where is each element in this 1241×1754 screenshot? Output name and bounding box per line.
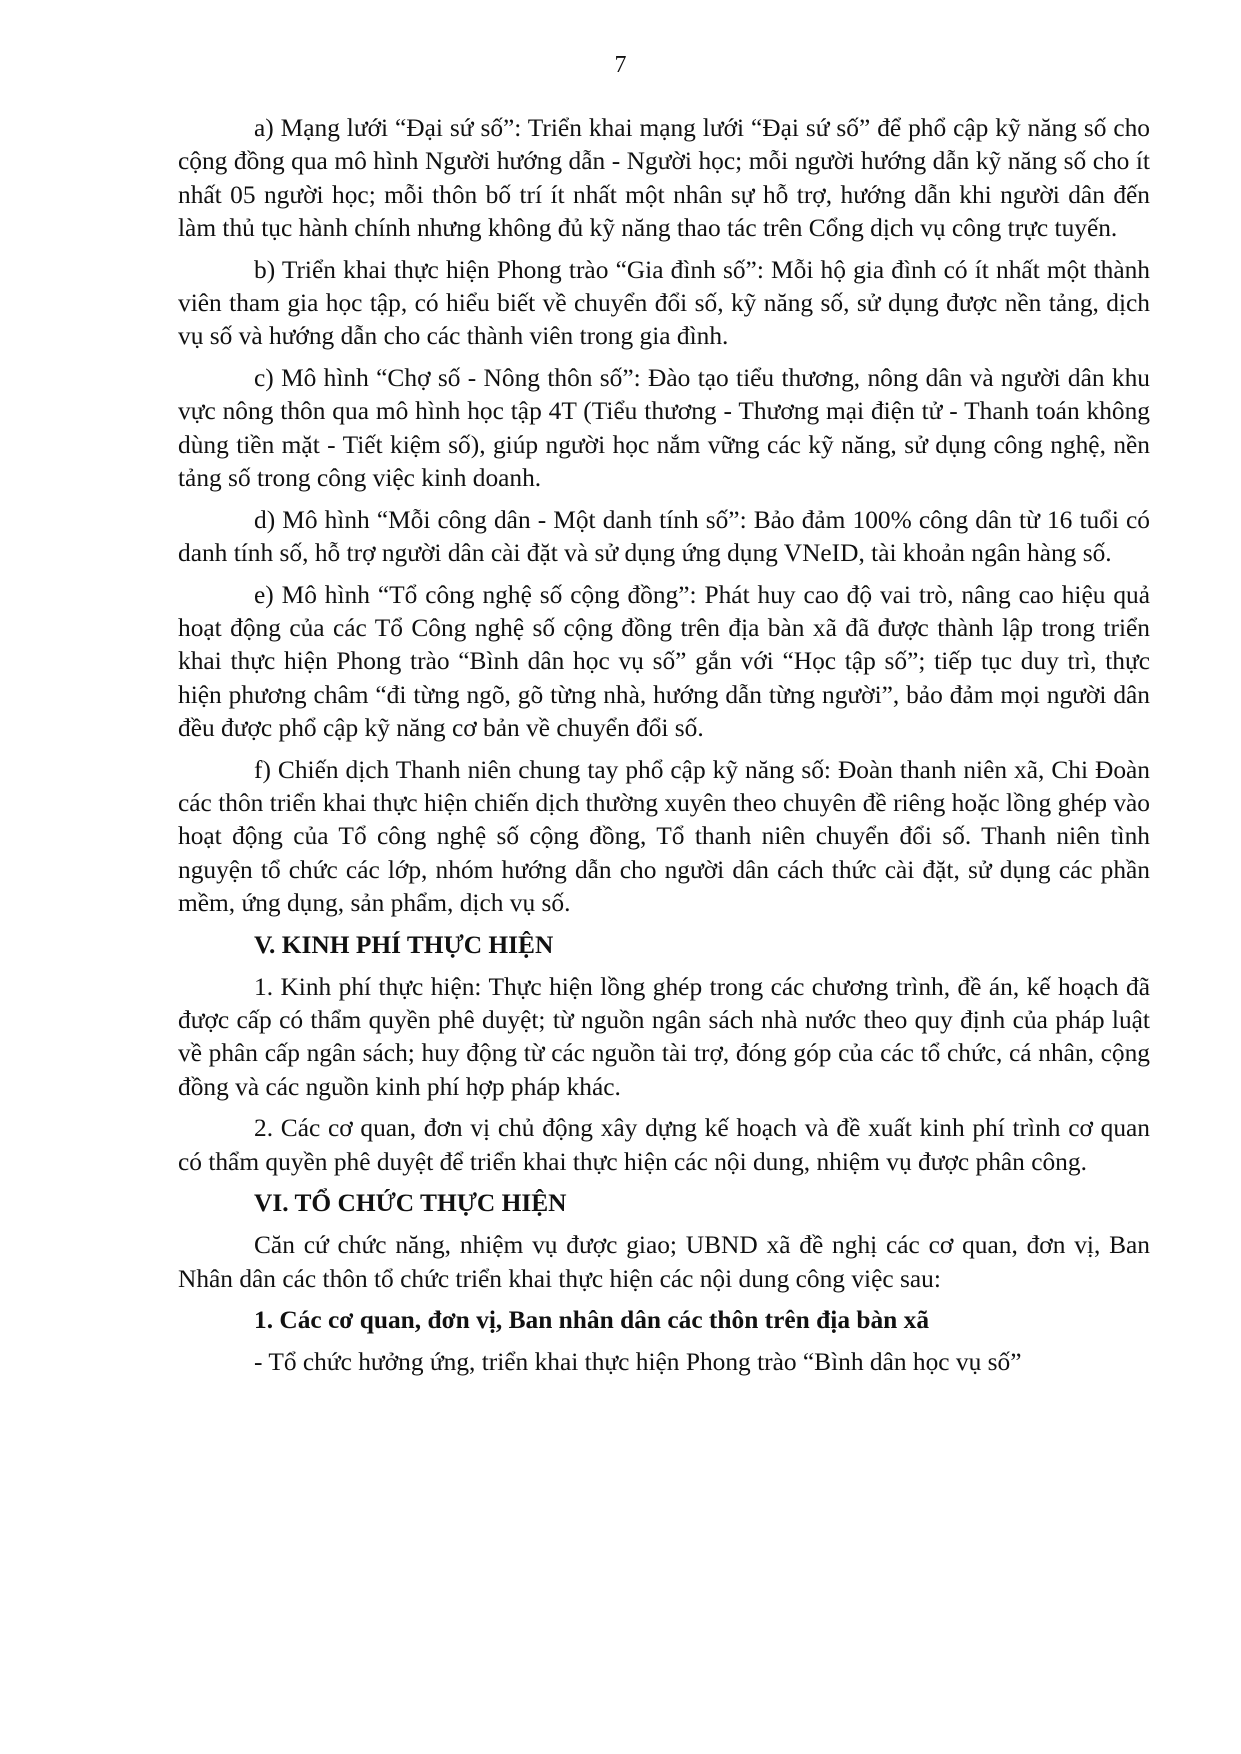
paragraph-funding-proposal: 2. Các cơ quan, đơn vị chủ động xây dựng kế hoạch và đề xuất kinh phí trình cơ quan có thẩm quyền phê duyệt để triển khai thực hiện các nội dung, nhiệm vụ được phân công. — [178, 1114, 1150, 1176]
document-body — [178, 112, 1150, 1388]
list-item-task: - Tổ chức hưởng ứng, triển khai thực hiện Phong trào “Bình dân học vụ số” — [254, 1348, 1022, 1377]
paragraph-funding-source: 1. Kinh phí thực hiện: Thực hiện lồng ghép trong các chương trình, đề án, kế hoạch đã được cấp có thẩm quyền phê duyệt; từ nguồn ngân sách nhà nước theo quy định của pháp luật về phân cấp ngân sách; huy động từ các nguồn tài trợ, đóng góp của các tổ chức, cá nhân, cộng đồng và các nguồn kinh phí hợp pháp khác. — [178, 972, 1150, 1101]
paragraph-digital-identity: d) Mô hình “Mỗi công dân - Một danh tính số”: Bảo đảm 100% công dân từ 16 tuổi có danh tính số, hỗ trợ người dân cài đặt và sử dụng ứng dụng VNeID, tài khoản ngân hàng số. — [178, 505, 1150, 568]
paragraph-implementation-intro: Căn cứ chức năng, nhiệm vụ được giao; UBND xã đề nghị các cơ quan, đơn vị, Ban Nhân dân các thôn tổ chức triển khai thực hiện các nội dung công việc sau: — [178, 1231, 1150, 1293]
page-number: 7 — [614, 52, 627, 78]
section-heading-implementation: VI. TỔ CHỨC THỰC HIỆN — [254, 1189, 567, 1218]
paragraph-youth-campaign: f) Chiến dịch Thanh niên chung tay phổ cập kỹ năng số: Đoàn thanh niên xã, Chi Đoàn các thôn triển khai thực hiện chiến dịch thường xuyên theo chuyên đề riêng hoặc lồng ghép vào hoạt động của Tổ công nghệ số cộng đồng, Tổ thanh niên chuyển đổi số. Thanh niên tình nguyện tổ chức các lớp, nhóm hướng dẫn cho người dân cách thức cài đặt, sử dụng các phần mềm, ứng dụng, sản phẩm, dịch vụ số. — [178, 755, 1150, 918]
paragraph-digital-family: b) Triển khai thực hiện Phong trào “Gia đình số”: Mỗi hộ gia đình có ít nhất một thành viên tham gia học tập, có hiểu biết về chuyển đổi số, kỹ năng số, sử dụng được nền tảng, dịch vụ số và hướng dẫn cho các thành viên trong gia đình. — [178, 255, 1150, 351]
paragraph-community-tech-team: e) Mô hình “Tổ công nghệ số cộng đồng”: Phát huy cao độ vai trò, nâng cao hiệu quả hoạt động của các Tổ Công nghệ số cộng đồng trên địa bàn xã đã được thành lập trong triển khai thực hiện Phong trào “Bình dân học vụ số” gắn với “Học tập số”; tiếp tục duy trì, thực hiện phương châm “đi từng ngõ, gõ từng nhà, hướng dẫn từng người”, bảo đảm mọi người dân đều được phổ cập kỹ năng cơ bản về chuyển đổi số. — [178, 580, 1150, 743]
paragraph-digital-ambassador: a) Mạng lưới “Đại sứ số”: Triển khai mạng lưới “Đại sứ số” để phổ cập kỹ năng số cho cộng đồng qua mô hình Người hướng dẫn - Người học; mỗi người hướng dẫn kỹ năng số cho ít nhất 05 người học; mỗi thôn bố trí ít nhất một nhân sự hỗ trợ, hướng dẫn khi người dân đến làm thủ tục hành chính nhưng không đủ kỹ năng thao tác trên Cổng dịch vụ công trực tuyến. — [178, 114, 1150, 242]
section-heading-funding: V. KINH PHÍ THỰC HIỆN — [254, 930, 554, 959]
paragraph-digital-market: c) Mô hình “Chợ số - Nông thôn số”: Đào tạo tiểu thương, nông dân và người dân khu vực nông thôn qua mô hình học tập 4T (Tiểu thương - Thương mại điện tử - Thanh toán không dùng tiền mặt - Tiết kiệm số), giúp người học nắm vững các kỹ năng, sử dụng công nghệ, nền tảng số trong công việc kinh doanh. — [178, 364, 1150, 492]
subsection-heading-agencies: 1. Các cơ quan, đơn vị, Ban nhân dân các thôn trên địa bàn xã — [254, 1306, 930, 1335]
